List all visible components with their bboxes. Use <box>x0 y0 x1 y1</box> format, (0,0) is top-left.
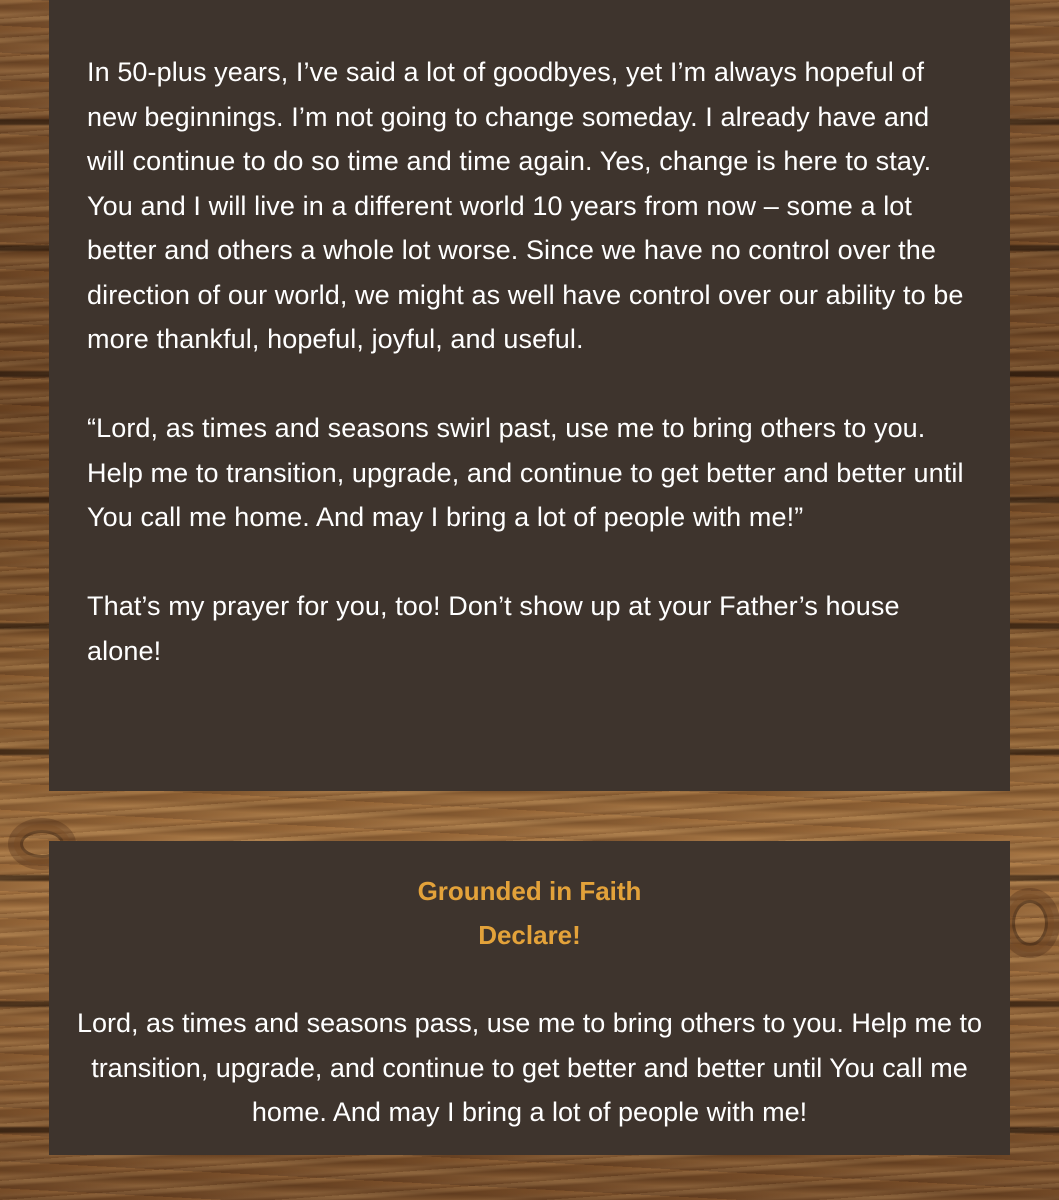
article-paragraph: In 50-plus years, I’ve said a lot of goodbyes, yet I’m always hopeful of new beginnings. I’m not going to change someday. I already have and will continue to do so time and time again. Yes, change is here to stay. You and I will live in a different world 10 years from now – some a lot better and others a whole lot worse. Since we have no control over the direction of our world, we might as well have control over our ability to be more thankful, hopeful, joyful, and useful. <box>87 57 964 354</box>
article-panel <box>49 0 1010 791</box>
declaration-text: Lord, as times and seasons pass, use me to bring others to you. Help me to transition, upgrade, and continue to get better and better until You call me home. And may I bring a lot of people with me! <box>77 1008 982 1127</box>
wood-knot-decoration <box>1012 900 1048 946</box>
declare-panel <box>49 841 1010 1155</box>
declare-panel-title: Grounded in Faith <box>417 876 642 906</box>
closing-paragraph: That’s my prayer for you, too! Don’t show up at your Father’s house alone! <box>87 591 900 666</box>
declare-panel-subtitle: Declare! <box>478 920 581 950</box>
prayer-quote-paragraph: “Lord, as times and seasons swirl past, use me to bring others to you. Help me to transition, upgrade, and continue to get better and better until You call me home. And may I bring a lot of people with me!” <box>87 413 964 532</box>
